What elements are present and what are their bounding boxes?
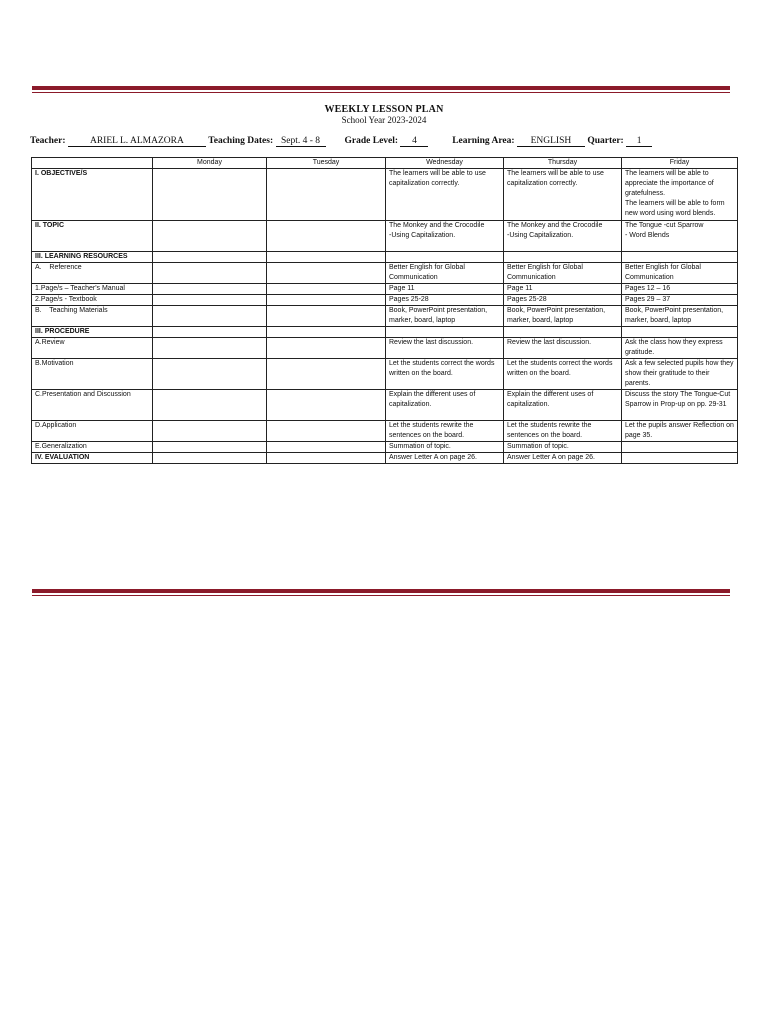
header-thursday: Thursday (504, 158, 622, 169)
lesson-plan-table (31, 157, 738, 464)
cell-friday: Discuss the story The Tongue-Cut Sparrow in Prop-up on pp. 29-31 (622, 390, 738, 421)
table-body (32, 169, 738, 464)
cell-friday: Book, PowerPoint presentation, marker, board, laptop (622, 306, 738, 327)
cell-wednesday (386, 327, 504, 338)
info-line (30, 136, 740, 147)
teacher-value: ARIEL L. ALMAZORA (68, 136, 206, 147)
cell-wednesday: Book, PowerPoint presentation, marker, board, laptop (386, 306, 504, 327)
cell-tuesday (267, 284, 386, 295)
cell-friday (622, 327, 738, 338)
cell-tuesday (267, 327, 386, 338)
cell-thursday: The Monkey and the Crocodile -Using Capitalization. (504, 221, 622, 252)
cell-monday (153, 221, 267, 252)
table-row (32, 295, 738, 306)
cell-monday (153, 453, 267, 464)
row-label: II. TOPIC (32, 221, 153, 252)
table-row (32, 327, 738, 338)
cell-tuesday (267, 252, 386, 263)
cell-monday (153, 421, 267, 442)
table-row (32, 169, 738, 221)
header-label (32, 158, 153, 169)
header-tuesday: Tuesday (267, 158, 386, 169)
cell-tuesday (267, 169, 386, 221)
cell-friday: Ask a few selected pupils how they show their gratitude to their parents. (622, 359, 738, 390)
cell-tuesday (267, 263, 386, 284)
cell-tuesday (267, 221, 386, 252)
cell-tuesday (267, 306, 386, 327)
row-label: B. Teaching Materials (32, 306, 153, 327)
area-value: ENGLISH (517, 136, 585, 147)
cell-friday: Pages 12 – 16 (622, 284, 738, 295)
cell-thursday: Answer Letter A on page 26. (504, 453, 622, 464)
grade-value: 4 (400, 136, 428, 147)
cell-thursday: Better English for Global Communication (504, 263, 622, 284)
cell-monday (153, 295, 267, 306)
teacher-label: Teacher: (30, 136, 66, 146)
cell-monday (153, 306, 267, 327)
cell-friday: The learners will be able to appreciate the importance of gratefulness. The learners will be able to form new word using word blends. (622, 169, 738, 221)
cell-wednesday: Answer Letter A on page 26. (386, 453, 504, 464)
cell-wednesday: Let the students rewrite the sentences on the board. (386, 421, 504, 442)
cell-thursday: The learners will be able to use capitalization correctly. (504, 169, 622, 221)
cell-monday (153, 390, 267, 421)
cell-wednesday: The learners will be able to use capitalization correctly. (386, 169, 504, 221)
table-row (32, 359, 738, 390)
dates-label: Teaching Dates: (208, 136, 274, 146)
cell-thursday: Let the students correct the words written on the board. (504, 359, 622, 390)
cell-friday (622, 252, 738, 263)
cell-thursday: Let the students rewrite the sentences on the board. (504, 421, 622, 442)
table-row (32, 421, 738, 442)
cell-monday (153, 252, 267, 263)
row-label: IV. EVALUATION (32, 453, 153, 464)
table-row (32, 284, 738, 295)
cell-thursday: Summation of topic. (504, 442, 622, 453)
row-label: III. LEARNING RESOURCES (32, 252, 153, 263)
school-year: School Year 2023-2024 (341, 115, 427, 125)
cell-friday (622, 453, 738, 464)
cell-wednesday: Pages 25-28 (386, 295, 504, 306)
cell-wednesday: Page 11 (386, 284, 504, 295)
cell-monday (153, 284, 267, 295)
row-label: 1.Page/s – Teacher's Manual (32, 284, 153, 295)
table-row (32, 221, 738, 252)
cell-thursday: Book, PowerPoint presentation, marker, board, laptop (504, 306, 622, 327)
cell-monday (153, 169, 267, 221)
header-monday: Monday (153, 158, 267, 169)
cell-wednesday: The Monkey and the Crocodile -Using Capitalization. (386, 221, 504, 252)
row-label: B.Motivation (32, 359, 153, 390)
cell-wednesday: Review the last discussion. (386, 338, 504, 359)
header-friday: Friday (622, 158, 738, 169)
cell-tuesday (267, 453, 386, 464)
table-row (32, 338, 738, 359)
row-label: A. Reference (32, 263, 153, 284)
document-title: WEEKLY LESSON PLAN (324, 104, 444, 115)
table-row (32, 263, 738, 284)
quarter-label: Quarter: (587, 136, 624, 146)
row-label: A.Review (32, 338, 153, 359)
cell-tuesday (267, 442, 386, 453)
cell-tuesday (267, 390, 386, 421)
row-label: C.Presentation and Discussion (32, 390, 153, 421)
cell-thursday: Review the last discussion. (504, 338, 622, 359)
header-wednesday: Wednesday (386, 158, 504, 169)
cell-thursday (504, 252, 622, 263)
cell-wednesday: Explain the different uses of capitalization. (386, 390, 504, 421)
quarter-value: 1 (626, 136, 652, 147)
row-label: III. PROCEDURE (32, 327, 153, 338)
cell-thursday: Page 11 (504, 284, 622, 295)
table-row (32, 453, 738, 464)
row-label: E.Generalization (32, 442, 153, 453)
table-header-row (32, 158, 738, 169)
cell-thursday: Explain the different uses of capitalization. (504, 390, 622, 421)
cell-monday (153, 327, 267, 338)
cell-monday (153, 442, 267, 453)
cell-friday: Pages 29 – 37 (622, 295, 738, 306)
cell-monday (153, 263, 267, 284)
table-row (32, 390, 738, 421)
cell-friday: Better English for Global Communication (622, 263, 738, 284)
cell-monday (153, 338, 267, 359)
cell-tuesday (267, 338, 386, 359)
row-label: I. OBJECTIVE/S (32, 169, 153, 221)
cell-wednesday: Better English for Global Communication (386, 263, 504, 284)
cell-wednesday (386, 252, 504, 263)
table-row (32, 252, 738, 263)
cell-friday (622, 442, 738, 453)
bottom-divider (32, 589, 730, 596)
cell-tuesday (267, 421, 386, 442)
grade-label: Grade Level: (344, 136, 399, 146)
dates-value: Sept. 4 - 8 (276, 136, 326, 147)
cell-tuesday (267, 359, 386, 390)
cell-friday: Let the pupils answer Reflection on page 35. (622, 421, 738, 442)
table-row (32, 442, 738, 453)
row-label: D.Application (32, 421, 153, 442)
table-row (32, 306, 738, 327)
cell-friday: Ask the class how they express gratitude. (622, 338, 738, 359)
top-divider (32, 86, 730, 93)
cell-wednesday: Let the students correct the words written on the board. (386, 359, 504, 390)
cell-monday (153, 359, 267, 390)
area-label: Learning Area: (452, 136, 515, 146)
cell-thursday (504, 327, 622, 338)
cell-wednesday: Summation of topic. (386, 442, 504, 453)
cell-tuesday (267, 295, 386, 306)
cell-thursday: Pages 25-28 (504, 295, 622, 306)
cell-friday: The Tongue -cut Sparrow - Word Blends (622, 221, 738, 252)
row-label: 2.Page/s - Textbook (32, 295, 153, 306)
